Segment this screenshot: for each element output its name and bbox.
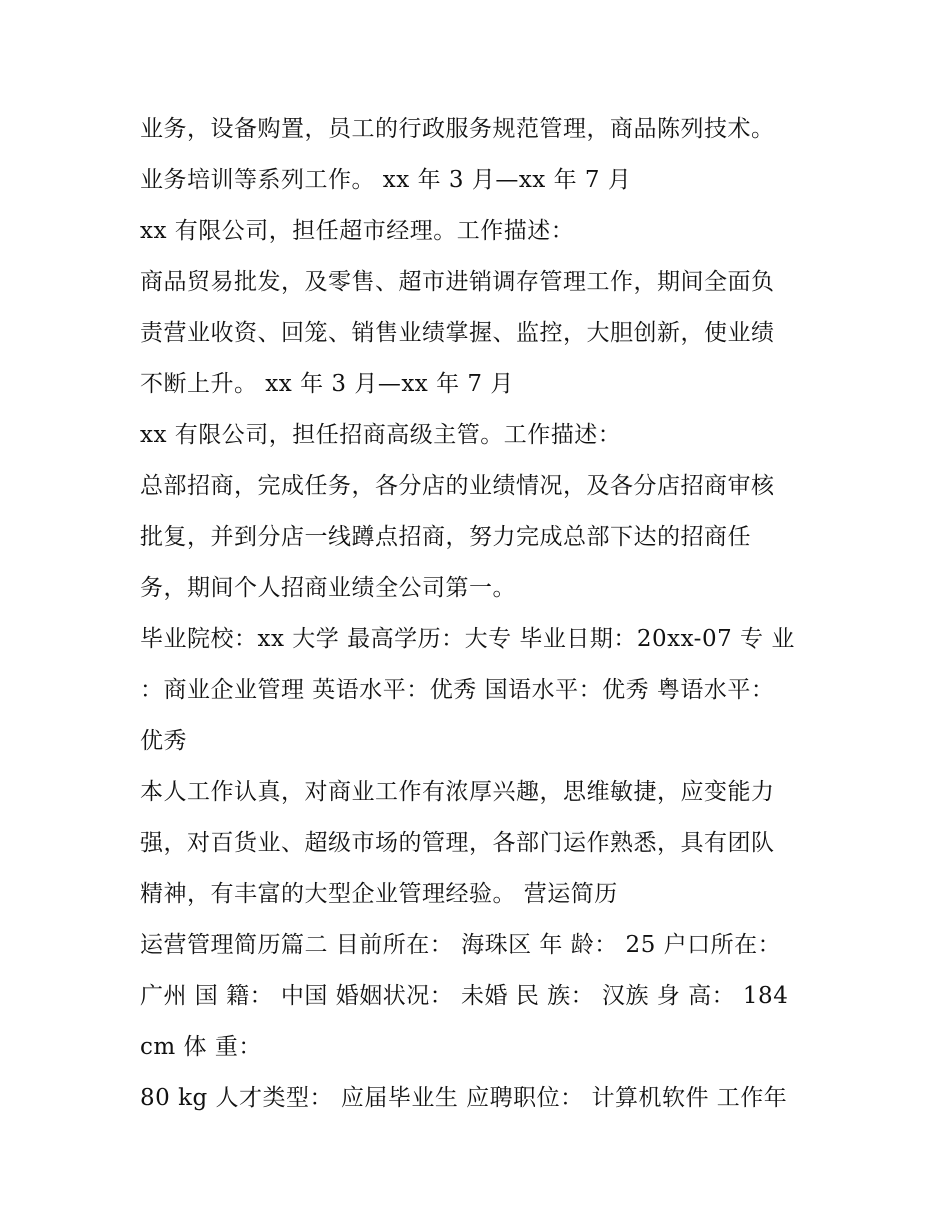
text-line: cm 体 重： [140, 1034, 262, 1060]
text-line: 总部招商，完成任务，各分店的业绩情况，及各分店招商审核 [140, 473, 775, 499]
text-line: xx 有限公司，担任超市经理。工作描述： [140, 218, 575, 244]
document-body [140, 104, 830, 1124]
text-line: 运营管理简历篇二 目前所在： 海珠区 年 龄： 25 户口所在： [140, 932, 782, 958]
text-line: 商品贸易批发，及零售、超市进销调存管理工作，期间全面负 [140, 269, 775, 295]
text-line: 本人工作认真，对商业工作有浓厚兴趣，思维敏捷，应变能力 [140, 779, 775, 805]
text-line: 80 kg 人才类型： 应届毕业生 应聘职位： 计算机软件 工作年 [140, 1085, 788, 1111]
text-line: 务，期间个人招商业绩全公司第一。 [140, 575, 516, 601]
text-line: 业务，设备购置，员工的行政服务规范管理，商品陈列技术。 [140, 116, 775, 142]
text-line: 强，对百货业、超级市场的管理，各部门运作熟悉，具有团队 [140, 830, 775, 856]
text-line: 批复，并到分店一线蹲点招商，努力完成总部下达的招商任 [140, 524, 751, 550]
text-line: xx 有限公司，担任招商高级主管。工作描述： [140, 422, 622, 448]
text-line: 责营业收资、回笼、销售业绩掌握、监控，大胆创新，使业绩 [140, 320, 775, 346]
text-line: 毕业院校：xx 大学 最高学历：大专 毕业日期：20xx-07 专 业 [140, 626, 795, 652]
text-line: 业务培训等系列工作。 xx 年 3 月—xx 年 7 月 [140, 167, 632, 193]
text-line: 广州 国 籍： 中国 婚姻状况： 未婚 民 族： 汉族 身 高： 184 [140, 983, 789, 1009]
text-line: 优秀 [140, 728, 187, 754]
text-line: 精神，有丰富的大型企业管理经验。 营运简历 [140, 881, 618, 907]
text-line: 不断上升。 xx 年 3 月—xx 年 7 月 [140, 371, 514, 397]
text-line: ：商业企业管理 英语水平：优秀 国语水平：优秀 粤语水平： [140, 677, 775, 703]
